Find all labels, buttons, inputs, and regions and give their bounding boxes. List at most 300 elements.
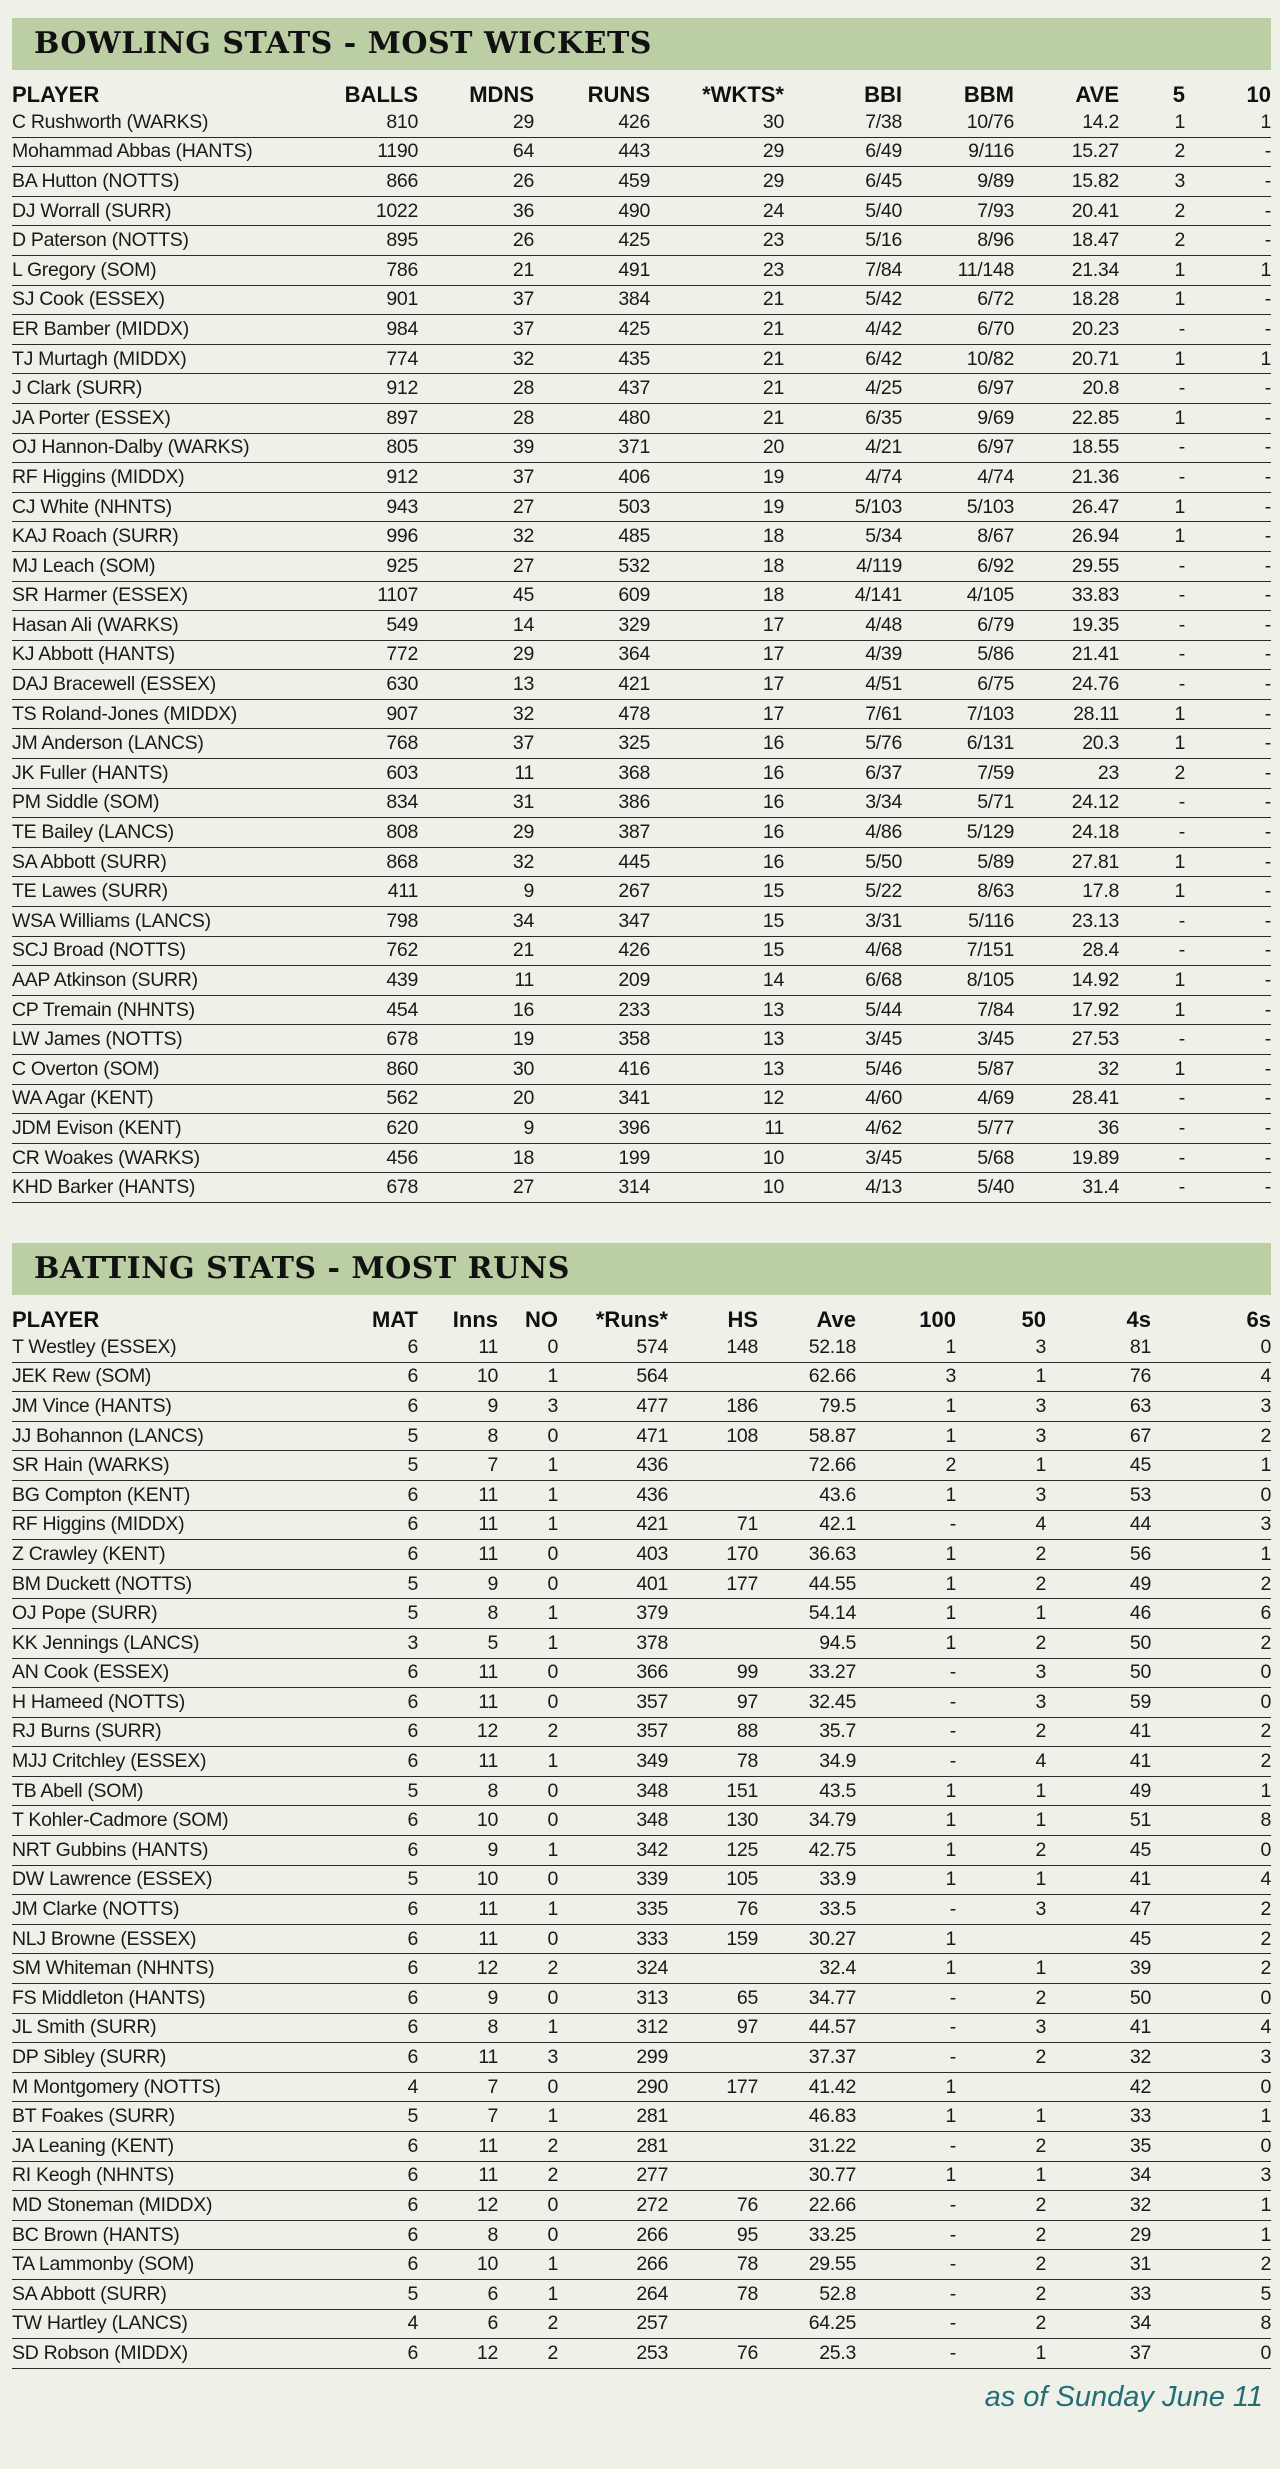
stat-cell: 5/50 (784, 847, 902, 877)
stat-cell: 1 (856, 1836, 956, 1866)
stat-cell: 19 (418, 1025, 534, 1055)
stat-cell: 1 (856, 1540, 956, 1570)
stat-cell: 456 (312, 1143, 418, 1173)
stat-cell: 4 (1151, 1362, 1271, 1392)
player-name-cell: JK Fuller (HANTS) (12, 759, 312, 789)
stat-cell: 485 (534, 522, 650, 552)
col-header-4s: 4s (1126, 1306, 1151, 1332)
stat-cell: 2 (1151, 1747, 1271, 1777)
player-name-cell: TJ Murtagh (MIDDX) (12, 344, 312, 374)
player-name-cell: OJ Pope (SURR) (12, 1599, 312, 1629)
stat-cell: 21 (650, 285, 784, 315)
stat-cell: 11 (418, 1510, 498, 1540)
stat-cell: 333 (558, 1924, 668, 1954)
stat-cell: - (1185, 611, 1271, 641)
stat-cell: - (1185, 877, 1271, 907)
stat-cell: 8 (418, 1776, 498, 1806)
stat-cell: 1 (856, 1628, 956, 1658)
stat-cell: 33 (1046, 2279, 1151, 2309)
stat-cell: 2 (1151, 2250, 1271, 2280)
stat-cell: 11 (418, 1480, 498, 1510)
stat-cell: 11 (418, 1540, 498, 1570)
stat-cell: 341 (534, 1084, 650, 1114)
stat-cell: 8 (1151, 1806, 1271, 1836)
stat-cell: 17 (650, 670, 784, 700)
stat-cell: 984 (312, 315, 418, 345)
stat-cell: 99 (668, 1658, 758, 1688)
batting-row (12, 1924, 1271, 1954)
player-name-cell: PM Siddle (SOM) (12, 788, 312, 818)
stat-cell: 2 (956, 2132, 1046, 2162)
stat-cell: 1107 (312, 581, 418, 611)
bowling-row (12, 315, 1271, 345)
stat-cell: 11/148 (902, 255, 1014, 285)
stat-cell: 925 (312, 551, 418, 581)
stat-cell: 4/141 (784, 581, 902, 611)
stat-cell: - (1185, 788, 1271, 818)
stat-cell: 435 (534, 344, 650, 374)
col-header-balls: BALLS (344, 82, 418, 107)
col-header-bbi: BBI (864, 82, 902, 107)
bowling-row (12, 788, 1271, 818)
stat-cell: 52.18 (758, 1333, 856, 1362)
bowling-row (12, 759, 1271, 789)
stat-cell: 37 (1046, 2339, 1151, 2369)
stat-cell: 805 (312, 433, 418, 463)
stat-cell: 2 (956, 1569, 1046, 1599)
stat-cell: 7/59 (902, 759, 1014, 789)
stat-cell: 562 (312, 1084, 418, 1114)
stat-cell: 4 (1151, 2013, 1271, 2043)
player-name-cell: J Clark (SURR) (12, 374, 312, 404)
stat-cell: 0 (1151, 2339, 1271, 2369)
batting-row (12, 1451, 1271, 1481)
batting-row (12, 1984, 1271, 2014)
stat-cell: 1 (498, 2279, 558, 2309)
stat-cell: - (1185, 1173, 1271, 1203)
stat-cell: 29 (1046, 2220, 1151, 2250)
player-name-cell: JA Leaning (KENT) (12, 2132, 312, 2162)
stat-cell: 20.3 (1014, 729, 1119, 759)
stat-cell: 12 (418, 2339, 498, 2369)
stat-cell: 2 (498, 1717, 558, 1747)
stat-cell: 11 (418, 1924, 498, 1954)
stat-cell: 76 (668, 1895, 758, 1925)
stat-cell: - (1185, 551, 1271, 581)
batting-row (12, 2043, 1271, 2073)
stat-cell: 5 (312, 2279, 418, 2309)
stat-cell: 454 (312, 995, 418, 1025)
stat-cell: - (856, 2250, 956, 2280)
stat-cell: 996 (312, 522, 418, 552)
stat-cell: 11 (418, 1688, 498, 1718)
stat-cell: 290 (558, 2072, 668, 2102)
stat-cell: 2 (956, 1628, 1046, 1658)
stat-cell (668, 1599, 758, 1629)
bowling-row (12, 255, 1271, 285)
player-name-cell: H Hameed (NOTTS) (12, 1688, 312, 1718)
stat-cell: 9 (418, 1569, 498, 1599)
stat-cell: 28.41 (1014, 1084, 1119, 1114)
stat-cell: 253 (558, 2339, 668, 2369)
stat-cell: 299 (558, 2043, 668, 2073)
stat-cell: - (856, 2013, 956, 2043)
stat-cell: 54.14 (758, 1599, 856, 1629)
stat-cell: 3 (956, 1392, 1046, 1422)
stat-cell: 29 (650, 137, 784, 167)
stat-cell: 866 (312, 167, 418, 197)
stat-cell: 5 (312, 1569, 418, 1599)
player-name-cell: MD Stoneman (MIDDX) (12, 2191, 312, 2221)
stat-cell: 762 (312, 936, 418, 966)
stat-cell: 281 (558, 2102, 668, 2132)
player-name-cell: WA Agar (KENT) (12, 1084, 312, 1114)
stat-cell: 2 (956, 2220, 1046, 2250)
stat-cell: 1 (1151, 2220, 1271, 2250)
stat-cell: 13 (650, 1025, 784, 1055)
stat-cell: 81 (1046, 1333, 1151, 1362)
stat-cell: 1 (856, 1421, 956, 1451)
stat-cell: - (856, 1747, 956, 1777)
stat-cell: 26 (418, 167, 534, 197)
stat-cell: - (1185, 581, 1271, 611)
stat-cell: 27 (418, 492, 534, 522)
col-header-hs: HS (727, 1306, 758, 1332)
stat-cell: 0 (498, 1421, 558, 1451)
stat-cell: 19 (650, 463, 784, 493)
stat-cell: 339 (558, 1865, 668, 1895)
bowling-row (12, 611, 1271, 641)
stat-cell: 62.66 (758, 1362, 856, 1392)
stat-cell: - (1119, 551, 1185, 581)
stat-cell: 8/105 (902, 966, 1014, 996)
stat-cell (668, 1480, 758, 1510)
player-name-cell: AN Cook (ESSEX) (12, 1658, 312, 1688)
stat-cell: 6 (312, 1540, 418, 1570)
stat-cell: 20.23 (1014, 315, 1119, 345)
stat-cell: 0 (1151, 2132, 1271, 2162)
batting-row (12, 1865, 1271, 1895)
stat-cell: 264 (558, 2279, 668, 2309)
stat-cell: - (856, 1984, 956, 2014)
stat-cell: - (1185, 226, 1271, 256)
stat-cell: 36.63 (758, 1540, 856, 1570)
batting-row (12, 2220, 1271, 2250)
stat-cell (956, 1924, 1046, 1954)
batting-table (12, 1295, 1271, 2369)
stat-cell: 1 (1119, 108, 1185, 137)
stat-cell: 6/35 (784, 403, 902, 433)
stat-cell: 21 (418, 936, 534, 966)
stat-cell: 32 (1014, 1055, 1119, 1085)
stat-cell: 1 (956, 1865, 1046, 1895)
stat-cell: 2 (498, 2309, 558, 2339)
stat-cell: 5/116 (902, 907, 1014, 937)
stat-cell: 1 (1151, 1451, 1271, 1481)
stat-cell: 2 (956, 1540, 1046, 1570)
player-name-cell: WSA Williams (LANCS) (12, 907, 312, 937)
stat-cell: 21 (418, 255, 534, 285)
stat-cell: - (1119, 670, 1185, 700)
batting-row (12, 1717, 1271, 1747)
stat-cell: 3 (956, 1895, 1046, 1925)
stat-cell: 44 (1046, 1510, 1151, 1540)
stat-cell: 36 (1014, 1114, 1119, 1144)
stat-cell: 329 (534, 611, 650, 641)
stat-cell: 41 (1046, 1747, 1151, 1777)
stat-cell: 6/68 (784, 966, 902, 996)
stat-cell: 14.92 (1014, 966, 1119, 996)
player-name-cell: ER Bamber (MIDDX) (12, 315, 312, 345)
stat-cell: - (1185, 847, 1271, 877)
player-name-cell: RF Higgins (MIDDX) (12, 1510, 312, 1540)
bowling-row (12, 847, 1271, 877)
stat-cell: 43.6 (758, 1480, 856, 1510)
stat-cell: 1 (956, 2339, 1046, 2369)
player-name-cell: C Overton (SOM) (12, 1055, 312, 1085)
player-name-cell: RI Keogh (NHNTS) (12, 2161, 312, 2191)
batting-row (12, 1895, 1271, 1925)
stat-cell: 2 (1151, 1717, 1271, 1747)
stat-cell: 4/119 (784, 551, 902, 581)
stat-cell: 3/45 (902, 1025, 1014, 1055)
player-name-cell: BC Brown (HANTS) (12, 2220, 312, 2250)
stat-cell: 20 (418, 1084, 534, 1114)
stat-cell: 20.8 (1014, 374, 1119, 404)
player-name-cell: BM Duckett (NOTTS) (12, 1569, 312, 1599)
stat-cell: 26 (418, 226, 534, 256)
stat-cell: 0 (1151, 1688, 1271, 1718)
player-name-cell: KK Jennings (LANCS) (12, 1628, 312, 1658)
stat-cell: 34 (1046, 2309, 1151, 2339)
stat-cell: 35 (1046, 2132, 1151, 2162)
stat-cell: 1 (1119, 729, 1185, 759)
stat-cell: 5/44 (784, 995, 902, 1025)
stat-cell (668, 2309, 758, 2339)
section-gap (12, 1203, 1271, 1243)
bowling-row (12, 640, 1271, 670)
stat-cell: 44.55 (758, 1569, 856, 1599)
batting-rows (12, 1333, 1271, 2368)
stat-cell: 2 (1119, 137, 1185, 167)
stat-cell: 33.27 (758, 1658, 856, 1688)
stat-cell: 4/74 (902, 463, 1014, 493)
stat-cell: - (856, 1895, 956, 1925)
stat-cell: 1 (956, 1806, 1046, 1836)
stat-cell: 11 (418, 1658, 498, 1688)
stat-cell: 50 (1046, 1628, 1151, 1658)
stat-cell: 45 (1046, 1451, 1151, 1481)
stat-cell: 2 (1151, 1628, 1271, 1658)
stat-cell: 20.71 (1014, 344, 1119, 374)
stat-cell (668, 1362, 758, 1392)
stat-cell: 27.81 (1014, 847, 1119, 877)
stat-cell: 25.3 (758, 2339, 856, 2369)
stat-cell: 8 (418, 1421, 498, 1451)
stat-cell: 37.37 (758, 2043, 856, 2073)
player-name-cell: CR Woakes (WARKS) (12, 1143, 312, 1173)
stat-cell: 12 (418, 1954, 498, 1984)
bowling-row (12, 907, 1271, 937)
stat-cell: 15 (650, 877, 784, 907)
stat-cell: 1 (1119, 995, 1185, 1025)
stat-cell: 15.27 (1014, 137, 1119, 167)
batting-row (12, 1599, 1271, 1629)
stat-cell: 18.55 (1014, 433, 1119, 463)
stat-cell: - (1185, 167, 1271, 197)
stat-cell: 50 (1046, 1984, 1151, 2014)
stat-cell: 35.7 (758, 1717, 856, 1747)
stat-cell: 16 (650, 847, 784, 877)
stat-cell: 28 (418, 403, 534, 433)
player-name-cell: KJ Abbott (HANTS) (12, 640, 312, 670)
stat-cell: 6 (312, 1688, 418, 1718)
bowling-row (12, 492, 1271, 522)
stat-cell: 1 (956, 1451, 1046, 1481)
stat-cell: - (856, 2309, 956, 2339)
stat-cell: 105 (668, 1865, 758, 1895)
stat-cell: 6 (312, 1362, 418, 1392)
stat-cell: 4/25 (784, 374, 902, 404)
stat-cell: 2 (956, 2250, 1046, 2280)
bowling-row (12, 1055, 1271, 1085)
stat-cell: 379 (558, 1599, 668, 1629)
stat-cell: 411 (312, 877, 418, 907)
stat-cell: 6/70 (902, 315, 1014, 345)
stat-cell: 1022 (312, 196, 418, 226)
player-name-cell: M Montgomery (NOTTS) (12, 2072, 312, 2102)
stat-cell: 34.77 (758, 1984, 856, 2014)
batting-row (12, 1954, 1271, 1984)
batting-row (12, 1836, 1271, 1866)
stat-cell: 421 (534, 670, 650, 700)
stat-cell: 1 (956, 2102, 1046, 2132)
stat-cell: 471 (558, 1421, 668, 1451)
stat-cell: 11 (418, 2043, 498, 2073)
stat-cell: - (1185, 818, 1271, 848)
stat-cell: 2 (1151, 1954, 1271, 1984)
stat-cell: 4/74 (784, 463, 902, 493)
stat-cell: 1 (498, 1628, 558, 1658)
stat-cell: 6 (312, 2339, 418, 2369)
stat-cell: 19.89 (1014, 1143, 1119, 1173)
stat-cell: 425 (534, 315, 650, 345)
stat-cell: 6/97 (902, 374, 1014, 404)
stat-cell: 371 (534, 433, 650, 463)
col-header-player: PLAYER (12, 1306, 100, 1332)
player-name-cell: SA Abbott (SURR) (12, 847, 312, 877)
player-name-cell: T Westley (ESSEX) (12, 1333, 312, 1362)
stat-cell: 24.18 (1014, 818, 1119, 848)
stat-cell: 3 (1151, 2043, 1271, 2073)
stat-cell: 52.8 (758, 2279, 856, 2309)
col-header-mat: MAT (371, 1306, 418, 1332)
stat-cell: 6 (312, 1717, 418, 1747)
stat-cell: 0 (498, 2220, 558, 2250)
stat-cell: 1 (956, 1954, 1046, 1984)
stat-cell: 20.41 (1014, 196, 1119, 226)
stat-cell: 16 (650, 818, 784, 848)
stat-cell: 43.5 (758, 1776, 856, 1806)
col-header-ave: Ave (816, 1306, 856, 1332)
stat-cell: 31.4 (1014, 1173, 1119, 1203)
stat-cell: 6 (312, 2220, 418, 2250)
stat-cell: - (1119, 374, 1185, 404)
stat-cell: 1 (956, 1362, 1046, 1392)
stat-cell: 2 (956, 1836, 1046, 1866)
stat-cell: 0 (1151, 1836, 1271, 1866)
stat-cell: 12 (418, 1717, 498, 1747)
stat-cell: 416 (534, 1055, 650, 1085)
bowling-row (12, 1173, 1271, 1203)
stat-cell: 1 (856, 2072, 956, 2102)
player-name-cell: FS Middleton (HANTS) (12, 1984, 312, 2014)
bowling-row (12, 522, 1271, 552)
stat-cell: 6 (312, 2013, 418, 2043)
stat-cell: 1 (1119, 285, 1185, 315)
stat-cell: 0 (498, 2191, 558, 2221)
stat-cell: 130 (668, 1806, 758, 1836)
player-name-cell: Z Crawley (KENT) (12, 1540, 312, 1570)
stat-cell: 17 (650, 640, 784, 670)
bowling-table (12, 70, 1271, 1203)
stat-cell (956, 2072, 1046, 2102)
stat-cell: 46.83 (758, 2102, 856, 2132)
stat-cell: - (1185, 374, 1271, 404)
stat-cell: 9/69 (902, 403, 1014, 433)
batting-row (12, 1628, 1271, 1658)
stat-cell: 426 (534, 108, 650, 137)
stat-cell: 5/16 (784, 226, 902, 256)
stat-cell: 1190 (312, 137, 418, 167)
stat-cell: 6/131 (902, 729, 1014, 759)
stat-cell: 78 (668, 1747, 758, 1777)
col-header-ave: AVE (1075, 82, 1119, 107)
stat-cell: - (1119, 907, 1185, 937)
stat-cell: 32 (1046, 2191, 1151, 2221)
stat-cell: 3 (856, 1362, 956, 1392)
bowling-row (12, 1084, 1271, 1114)
stat-cell: 8/63 (902, 877, 1014, 907)
stat-cell: 29.55 (758, 2250, 856, 2280)
stat-cell: 4 (312, 2072, 418, 2102)
stat-cell: 1 (956, 1599, 1046, 1629)
stat-cell: 335 (558, 1895, 668, 1925)
stat-cell: 44.57 (758, 2013, 856, 2043)
stat-cell: 3/45 (784, 1143, 902, 1173)
stat-cell: 29 (418, 108, 534, 137)
stat-cell: 45 (1046, 1836, 1151, 1866)
stat-cell: 2 (956, 2309, 1046, 2339)
stat-cell: 21.36 (1014, 463, 1119, 493)
player-name-cell: SJ Cook (ESSEX) (12, 285, 312, 315)
player-name-cell: CP Tremain (NHNTS) (12, 995, 312, 1025)
stat-cell: 1 (1185, 344, 1271, 374)
col-header-wkts: *WKTS* (702, 82, 784, 107)
stat-cell: - (1185, 1025, 1271, 1055)
stat-cell: 6 (418, 2309, 498, 2339)
stat-cell: 37 (418, 463, 534, 493)
stat-cell: 14.2 (1014, 108, 1119, 137)
stat-cell: 436 (558, 1480, 668, 1510)
stat-cell: 6 (312, 1984, 418, 2014)
stat-cell: 5/103 (784, 492, 902, 522)
stat-cell: 21 (650, 344, 784, 374)
stat-cell: 3 (498, 1392, 558, 1422)
bowling-header-row (12, 70, 1271, 108)
stat-cell: 24.12 (1014, 788, 1119, 818)
stat-cell: 1 (1151, 1776, 1271, 1806)
